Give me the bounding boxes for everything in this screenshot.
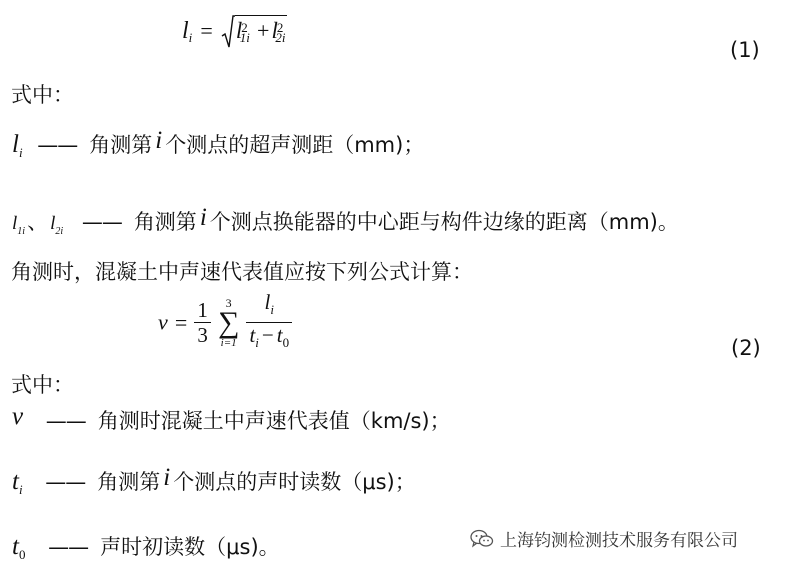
den-minus: − xyxy=(261,323,274,348)
t0-text: 声时初读数（μs)。 xyxy=(100,535,280,559)
formula2-coefficient xyxy=(194,298,211,347)
l1l2-index: i xyxy=(199,204,207,231)
num-l: l xyxy=(264,290,271,314)
sum-upper: 3 xyxy=(225,295,232,310)
sum-symbol: ∑ xyxy=(217,305,240,339)
formula-2 xyxy=(158,290,292,356)
summation xyxy=(218,297,239,349)
definition-l1i-l2i xyxy=(12,205,679,245)
ti-symbol-sub: i xyxy=(18,482,23,498)
l1l2-separator: 、 xyxy=(27,210,49,234)
ti-dash: —— xyxy=(45,470,86,494)
li-text-before: 角测第 xyxy=(89,133,153,157)
formula2-lhs: v xyxy=(158,309,168,335)
l2i-symbol-sub: 2i xyxy=(55,226,64,238)
wechat-icon xyxy=(470,529,494,554)
ti-symbol: t xyxy=(12,468,19,495)
li-symbol-sub: i xyxy=(18,145,23,161)
formula1-term1-sup: 2 xyxy=(241,19,248,35)
den-t0-sub: 0 xyxy=(282,335,290,351)
t0-symbol: t xyxy=(12,533,19,560)
t0-dash: —— xyxy=(48,535,89,559)
where-label-1: 式中： xyxy=(11,83,74,107)
definition-t0 xyxy=(12,534,280,568)
watermark-text: 上海钧测检测技术服务有限公司 xyxy=(500,531,738,551)
ti-text-before: 角测第 xyxy=(97,470,161,494)
l2i-symbol: l xyxy=(50,213,56,234)
equation-number-2: (2) xyxy=(731,336,761,360)
coef-denominator: 3 xyxy=(197,323,208,348)
l1l2-text-after: 个测点换能器的中心距与构件边缘的距离（mm)。 xyxy=(209,210,679,234)
li-symbol: l xyxy=(12,131,19,158)
li-text-after: 个测点的超声测距（mm)； xyxy=(165,133,425,157)
definition-li xyxy=(12,128,424,166)
l1i-symbol: l xyxy=(12,213,18,234)
li-index: i xyxy=(155,127,163,154)
l1i-symbol-sub: 1i xyxy=(17,226,26,238)
den-t0: t xyxy=(276,323,283,348)
formula2-fraction xyxy=(246,290,292,355)
num-l-sub: i xyxy=(270,302,275,318)
ti-index: i xyxy=(163,464,171,491)
intro-text: 角测时，混凝土中声速代表值应按下列公式计算： xyxy=(11,260,473,284)
equation-number-1: (1) xyxy=(730,38,760,62)
formula2-equals: = xyxy=(174,309,188,335)
fraction-numerator xyxy=(246,290,292,323)
l1l2-dash: —— xyxy=(81,210,122,234)
den-t-sub: i xyxy=(255,335,259,351)
v-dash: —— xyxy=(45,409,86,433)
where-label-2: 式中： xyxy=(11,373,74,397)
ti-text-after: 个测点的声时读数（μs)； xyxy=(173,470,416,494)
t0-symbol-sub: 0 xyxy=(18,547,26,563)
formula1-equals: = xyxy=(200,18,213,43)
coef-numerator: 1 xyxy=(194,298,211,323)
formula1-lhs: l xyxy=(182,18,189,44)
fraction-denominator xyxy=(246,323,292,355)
li-dash: —— xyxy=(37,133,78,157)
definition-v xyxy=(12,404,451,434)
formula1-term2-sub: 2i xyxy=(275,30,286,46)
formula1-lhs-sub: i xyxy=(188,30,193,46)
formula-1 xyxy=(182,14,287,54)
formula1-plus: + xyxy=(257,18,270,43)
sqrt-body xyxy=(235,15,288,46)
l1l2-text-before: 角测第 xyxy=(133,210,197,234)
v-text: 角测时混凝土中声速代表值（km/s)； xyxy=(97,409,451,433)
sqrt-sign xyxy=(221,14,235,50)
watermark xyxy=(470,526,738,554)
definition-ti xyxy=(12,465,416,503)
sum-lower: i=1 xyxy=(220,336,237,349)
formula1-term1-sub: 1i xyxy=(239,30,250,46)
formula1-term2: l xyxy=(271,18,278,43)
v-symbol: v xyxy=(12,403,24,430)
formula1-term2-sup: 2 xyxy=(276,19,284,35)
den-t: t xyxy=(249,323,256,348)
formula1-term1: l xyxy=(235,18,243,43)
